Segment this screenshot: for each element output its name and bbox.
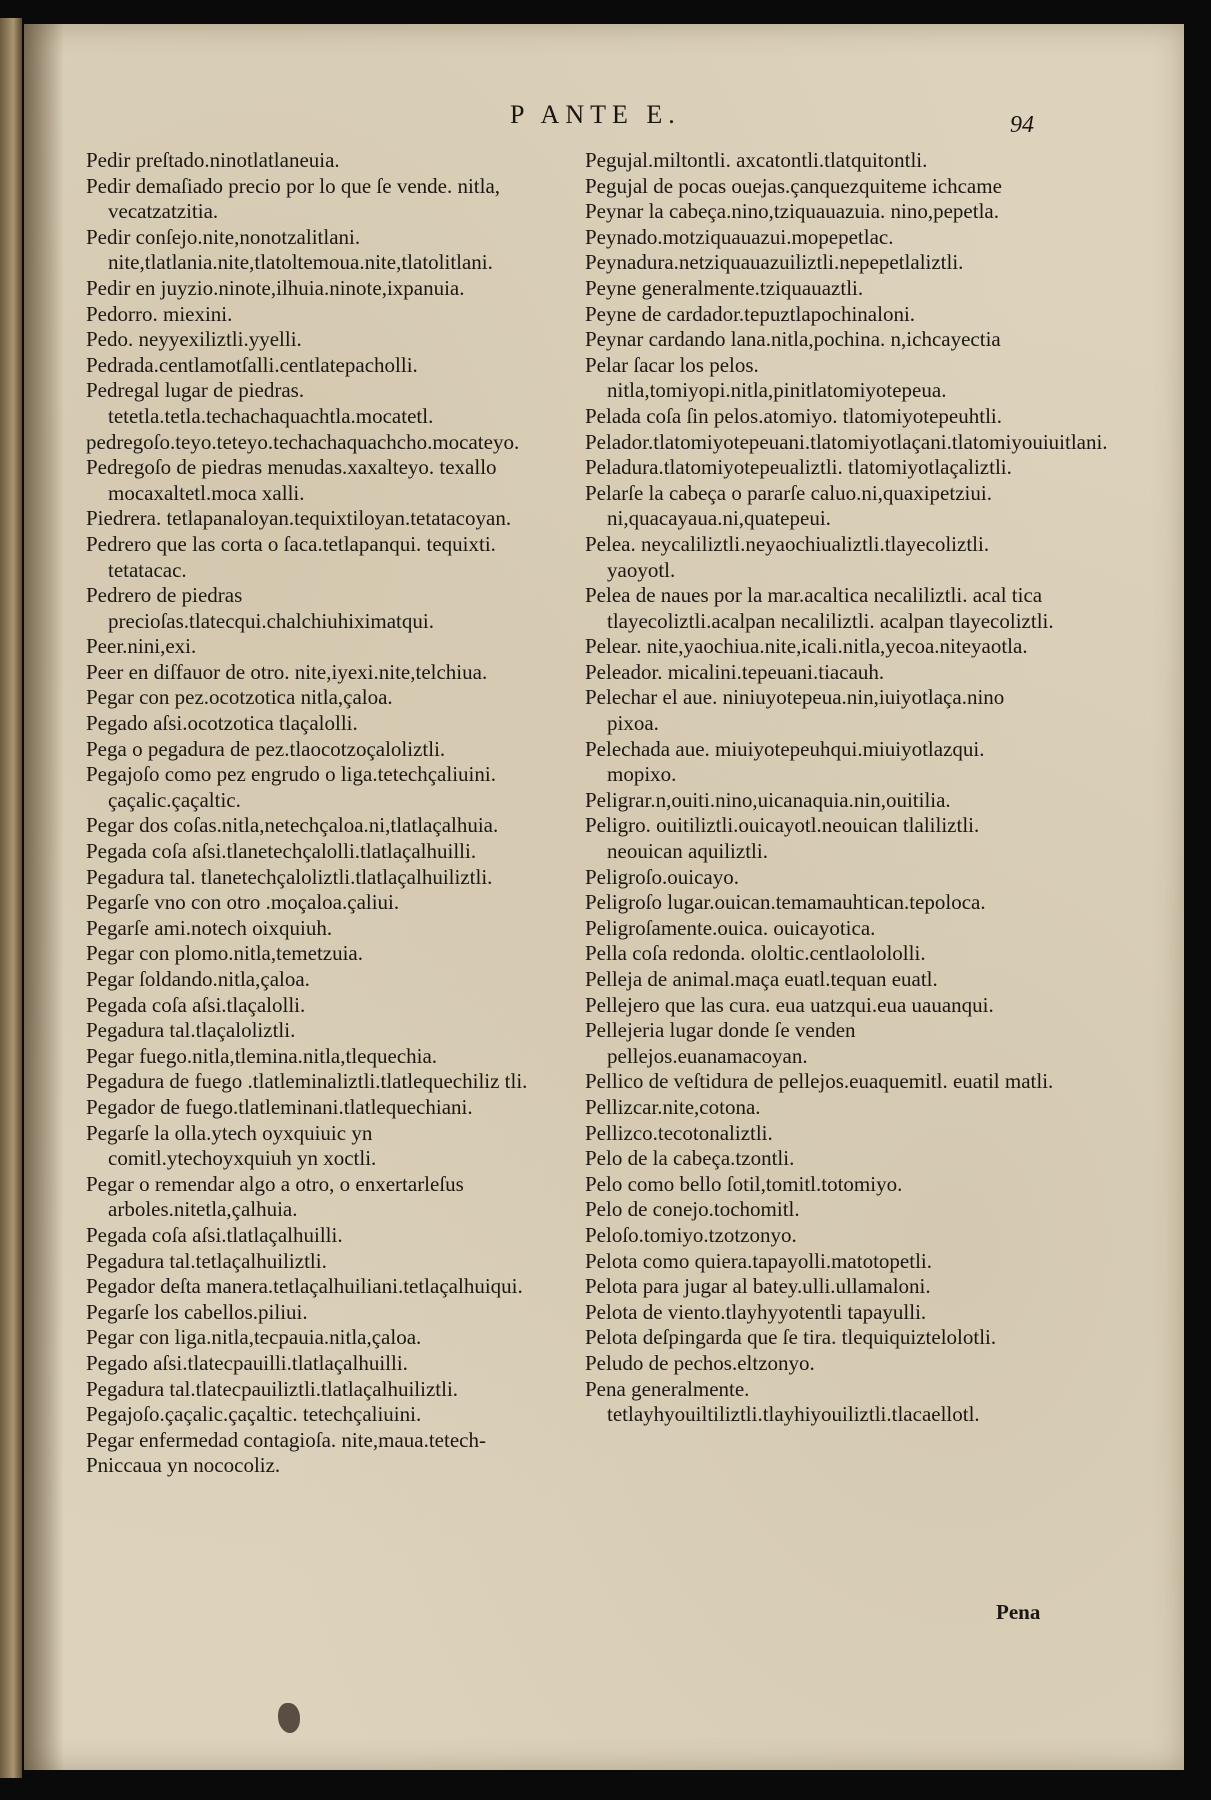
dictionary-entry: Pelota para jugar al batey.ulli.ullamaloni. bbox=[585, 1274, 931, 1299]
dictionary-entry: Peynadura.netziquauazuiliztli.nepepetlaliztli. bbox=[585, 250, 964, 275]
dictionary-entry: Pelea. neycaliliztli.neyaochiualiztli.tlayecoliztli. yaoyotl. bbox=[585, 531, 990, 582]
dictionary-entry: Pelechada aue. miuiyotepeuhqui.miuiyotlazqui. mopixo. bbox=[585, 736, 985, 787]
dictionary-entry: Peleador. micalini.tepeuani.tiacauh. bbox=[585, 659, 885, 684]
dictionary-entry: Pegarſe los cabellos.piliui. bbox=[86, 1299, 308, 1324]
dictionary-entry: Pellejero que las cura. eua uatzqui.eua uauanqui. bbox=[585, 992, 994, 1017]
dictionary-entry: Pegar fuego.nitla,tlemina.nitla,tlequechia. bbox=[86, 1043, 438, 1068]
dictionary-entry: Peynar cardando lana.nitla,pochina. n,ichcayectia bbox=[585, 327, 1001, 352]
dictionary-entry: Pelador.tlatomiyotepeuani.tlatomiyotlaçani.tlatomiyouiuitlani. bbox=[585, 429, 1108, 454]
facing-page-edge bbox=[0, 18, 22, 1778]
dictionary-entry: Pega o pegadura de pez.tlaocotzoçaloliztli. bbox=[86, 736, 446, 761]
dictionary-entry: Pedrero de piedras precioſas.tlatecqui.chalchiuhiximatqui. bbox=[86, 583, 434, 633]
dictionary-entry: Pegar enfermedad contagioſa. nite,maua.tetech- bbox=[86, 1427, 486, 1452]
dictionary-entry: Pegadura de fuego .tlatleminaliztli.tlatlequechiliz tli. bbox=[86, 1069, 528, 1094]
page-number: 94 bbox=[1010, 112, 1034, 138]
dictionary-entry: Peloſo.tomiyo.tzotzonyo. bbox=[585, 1222, 797, 1247]
dictionary-entry: Pegadura tal. tlanetechçaloliztli.tlatlaçalhuiliztli. bbox=[86, 864, 493, 889]
dictionary-entry: Pellejeria lugar donde ſe venden pellejos.euanamacoyan. bbox=[585, 1018, 856, 1068]
dictionary-entry: Pelear. nite,yaochiua.nite,icali.nitla,yecoa.niteyaotla. bbox=[585, 634, 1028, 659]
dictionary-entry: Pena generalmente. tetlayhyouiltiliztli.tlayhiyouiliztli.tlacaellotl. bbox=[585, 1376, 980, 1427]
dictionary-entry: Pegar con liga.nitla,tecpauia.nitla,çaloa. bbox=[86, 1325, 422, 1350]
dictionary-entry: Pella coſa redonda. ololtic.centlaolololli. bbox=[585, 941, 926, 966]
dictionary-entry: Peludo de pechos.eltzonyo. bbox=[585, 1350, 815, 1375]
dictionary-entry: Pegujal de pocas ouejas.çanquezquiteme ichcame bbox=[585, 173, 1002, 198]
dictionary-entry: Pegar o remendar algo a otro, o enxertarleſus arboles.nitetla,çalhuia. bbox=[86, 1171, 464, 1222]
dictionary-entry: Pelota como quiera.tapayolli.matotopetli. bbox=[585, 1248, 932, 1273]
dictionary-entry: Pelechar el aue. niniuyotepeua.nin,iuiyotlaça.nino pixoa. bbox=[585, 685, 1005, 736]
dictionary-entry: Pedir en juyzio.ninote,ilhuia.ninote,ixpanuia. bbox=[86, 275, 465, 300]
dictionary-entry: Pedorro. miexini. bbox=[86, 301, 233, 326]
dictionary-entry: Pedir conſejo.nite,nonotzalitlani. nite,tlatlania.nite,tlatoltemoua.nite,tlatolitlani. bbox=[86, 224, 493, 275]
dictionary-entry: Peladura.tlatomiyotepeualiztli. tlatomiyotlaçaliztli. bbox=[585, 455, 1012, 480]
dictionary-entry: Peer.nini,exi. bbox=[86, 634, 197, 659]
dictionary-entry: Pedregoſo de piedras menudas.xaxalteyo. texallo mocaxaltetl.moca xalli. bbox=[86, 455, 497, 505]
dictionary-entry: Peer en diſfauor de otro. nite,iyexi.nite,telchiua. bbox=[86, 659, 488, 684]
dictionary-entry: pedregoſo.teyo.teteyo.techachaquachcho.mocateyo. bbox=[86, 429, 520, 454]
dictionary-entry: Pegador de fuego.tlatleminani.tlatlequechiani. bbox=[86, 1094, 473, 1119]
dictionary-entry: Pegadura tal.tlaçaloliztli. bbox=[86, 1018, 296, 1043]
dictionary-entry: Pelarſe la cabeça o pararſe caluo.ni,quaxipetziui. ni,quacayaua.ni,quatepeui. bbox=[585, 480, 992, 531]
dictionary-entry: Peligroſamente.ouica. ouicayotica. bbox=[585, 915, 876, 940]
dictionary-entry: Pegadura tal.tetlaçalhuiliztli. bbox=[86, 1248, 327, 1273]
dictionary-entry: Piedrera. tetlapanaloyan.tequixtiloyan.tetatacoyan. bbox=[86, 506, 512, 531]
dictionary-entry: Pegujal.miltontli. axcatontli.tlatquitontli. bbox=[585, 148, 928, 172]
dictionary-entry: Pedregal lugar de piedras. tetetla.tetla.techachaquachtla.mocatetl. bbox=[86, 378, 434, 428]
dictionary-entry: Pelada coſa ſin pelos.atomiyo. tlatomiyotepeuhtli. bbox=[585, 403, 1002, 428]
dictionary-entry: Pelota deſpingarda que ſe tira. tlequiquiztelolotli. bbox=[585, 1325, 997, 1350]
dictionary-entry: Pegadura tal.tlatecpauiliztli.tlatlaçalhuiliztli. bbox=[86, 1376, 459, 1401]
dictionary-entry: Pedrada.centlamotſalli.centlatepacholli. bbox=[86, 352, 418, 377]
dictionary-entry: Pelar ſacar los pelos. nitla,tomiyopi.nitla,pinitlatomiyotepeua. bbox=[585, 352, 947, 403]
dictionary-entry: Pegar dos coſas.nitla,netechçaloa.ni,tlatlaçalhuia. bbox=[86, 813, 499, 838]
dictionary-entry: Pegada coſa aſsi.tlaçalolli. bbox=[86, 992, 306, 1017]
dictionary-entry: Pelea de naues por la mar.acaltica necaliliztli. acal tica tlayecoliztli.acalpan necaliliztli. acalpan tlayecoliztli. bbox=[585, 583, 1054, 633]
dictionary-entry: Pegada coſa aſsi.tlanetechçalolli.tlatlaçalhuilli. bbox=[86, 839, 477, 864]
dictionary-entry: Pellico de veſtidura de pellejos.euaquemitl. euatil matli. bbox=[585, 1069, 1054, 1094]
dictionary-entry: Peligrar.n,ouiti.nino,uicanaquia.nin,ouitilia. bbox=[585, 787, 951, 812]
dictionary-entry: Pegador deſta manera.tetlaçalhuiliani.tetlaçalhuiqui. bbox=[86, 1274, 523, 1299]
running-header: P ANTE E. bbox=[510, 100, 681, 129]
right-column bbox=[585, 148, 1108, 1428]
catchword: Pena bbox=[996, 1600, 1041, 1624]
dictionary-entry: Pedir demaſiado precio por lo que ſe vende. nitla, vecatzatzitia. bbox=[86, 173, 501, 224]
dictionary-entry: Peyne de cardador.tepuztlapochinaloni. bbox=[585, 301, 916, 326]
dictionary-entry: Pelleja de animal.maça euatl.tequan euatl. bbox=[585, 967, 938, 991]
dictionary-entry: Pedrero que las corta o ſaca.tetlapanqui. tequixti. tetatacac. bbox=[86, 531, 496, 582]
dictionary-entry: Pegado aſsi.ocotzotica tlaçalolli. bbox=[86, 711, 358, 736]
dictionary-entry: Pellizco.tecotonaliztli. bbox=[585, 1120, 773, 1145]
ink-blot bbox=[278, 1703, 300, 1733]
dictionary-entry: Pelo de conejo.tochomitl. bbox=[585, 1197, 800, 1222]
dictionary-entry: Pegarſe vno con otro .moçaloa.çaliui. bbox=[86, 890, 400, 915]
dictionary-entry: Pegar ſoldando.nitla,çaloa. bbox=[86, 967, 310, 991]
dictionary-entry: Peynado.motziquauazui.mopepetlac. bbox=[585, 224, 894, 249]
dictionary-entry: Peligroſo lugar.ouican.temamauhtican.tepoloca. bbox=[585, 890, 986, 915]
left-column bbox=[86, 148, 556, 1479]
dictionary-entry: Pellizcar.nite,cotona. bbox=[585, 1094, 761, 1119]
dictionary-entry: Pelo de la cabeça.tzontli. bbox=[585, 1146, 795, 1171]
dictionary-entry: Pegar con plomo.nitla,temetzuia. bbox=[86, 941, 363, 966]
dictionary-entry: Pegarſe la olla.ytech oyxquiuic yn comitl.ytechoyxquiuh yn xoctli. bbox=[86, 1120, 377, 1171]
dictionary-entry: Pegado aſsi.tlatecpauilli.tlatlaçalhuilli. bbox=[86, 1350, 408, 1375]
dictionary-entry: Pelota de viento.tlayhyyotentli tapayulli. bbox=[585, 1299, 927, 1324]
dictionary-entry: Pedir preſtado.ninotlatlaneuia. bbox=[86, 148, 340, 172]
dictionary-entry: Peynar la cabeça.nino,tziquauazuia. nino,pepetla. bbox=[585, 199, 999, 224]
dictionary-entry: Pegajoſo como pez engrudo o liga.tetechçaliuini. çaçalic.çaçaltic. bbox=[86, 762, 496, 812]
dictionary-entry: Pedo. neyyexiliztli.yyelli. bbox=[86, 327, 302, 352]
dictionary-entry: Peyne generalmente.tziquauaztli. bbox=[585, 275, 864, 300]
dictionary-entry: Pegajoſo.çaçalic.çaçaltic. tetechçaliuini. bbox=[86, 1402, 422, 1427]
dictionary-entry: Pegar con pez.ocotzotica nitla,çaloa. bbox=[86, 685, 393, 710]
dictionary-entry: Peligroſo.ouicayo. bbox=[585, 864, 739, 889]
dictionary-entry: Peligro. ouitiliztli.ouicayotl.neouican tlaliliztli. neouican aquiliztli. bbox=[585, 813, 980, 864]
dictionary-entry: Pelo como bello ſotil,tomitl.totomiyo. bbox=[585, 1171, 903, 1196]
dictionary-entry: Pegada coſa aſsi.tlatlaçalhuilli. bbox=[86, 1222, 343, 1247]
dictionary-entry: Pniccaua yn nococoliz. bbox=[86, 1453, 281, 1478]
dictionary-entry: Pegarſe ami.notech oixquiuh. bbox=[86, 915, 333, 940]
